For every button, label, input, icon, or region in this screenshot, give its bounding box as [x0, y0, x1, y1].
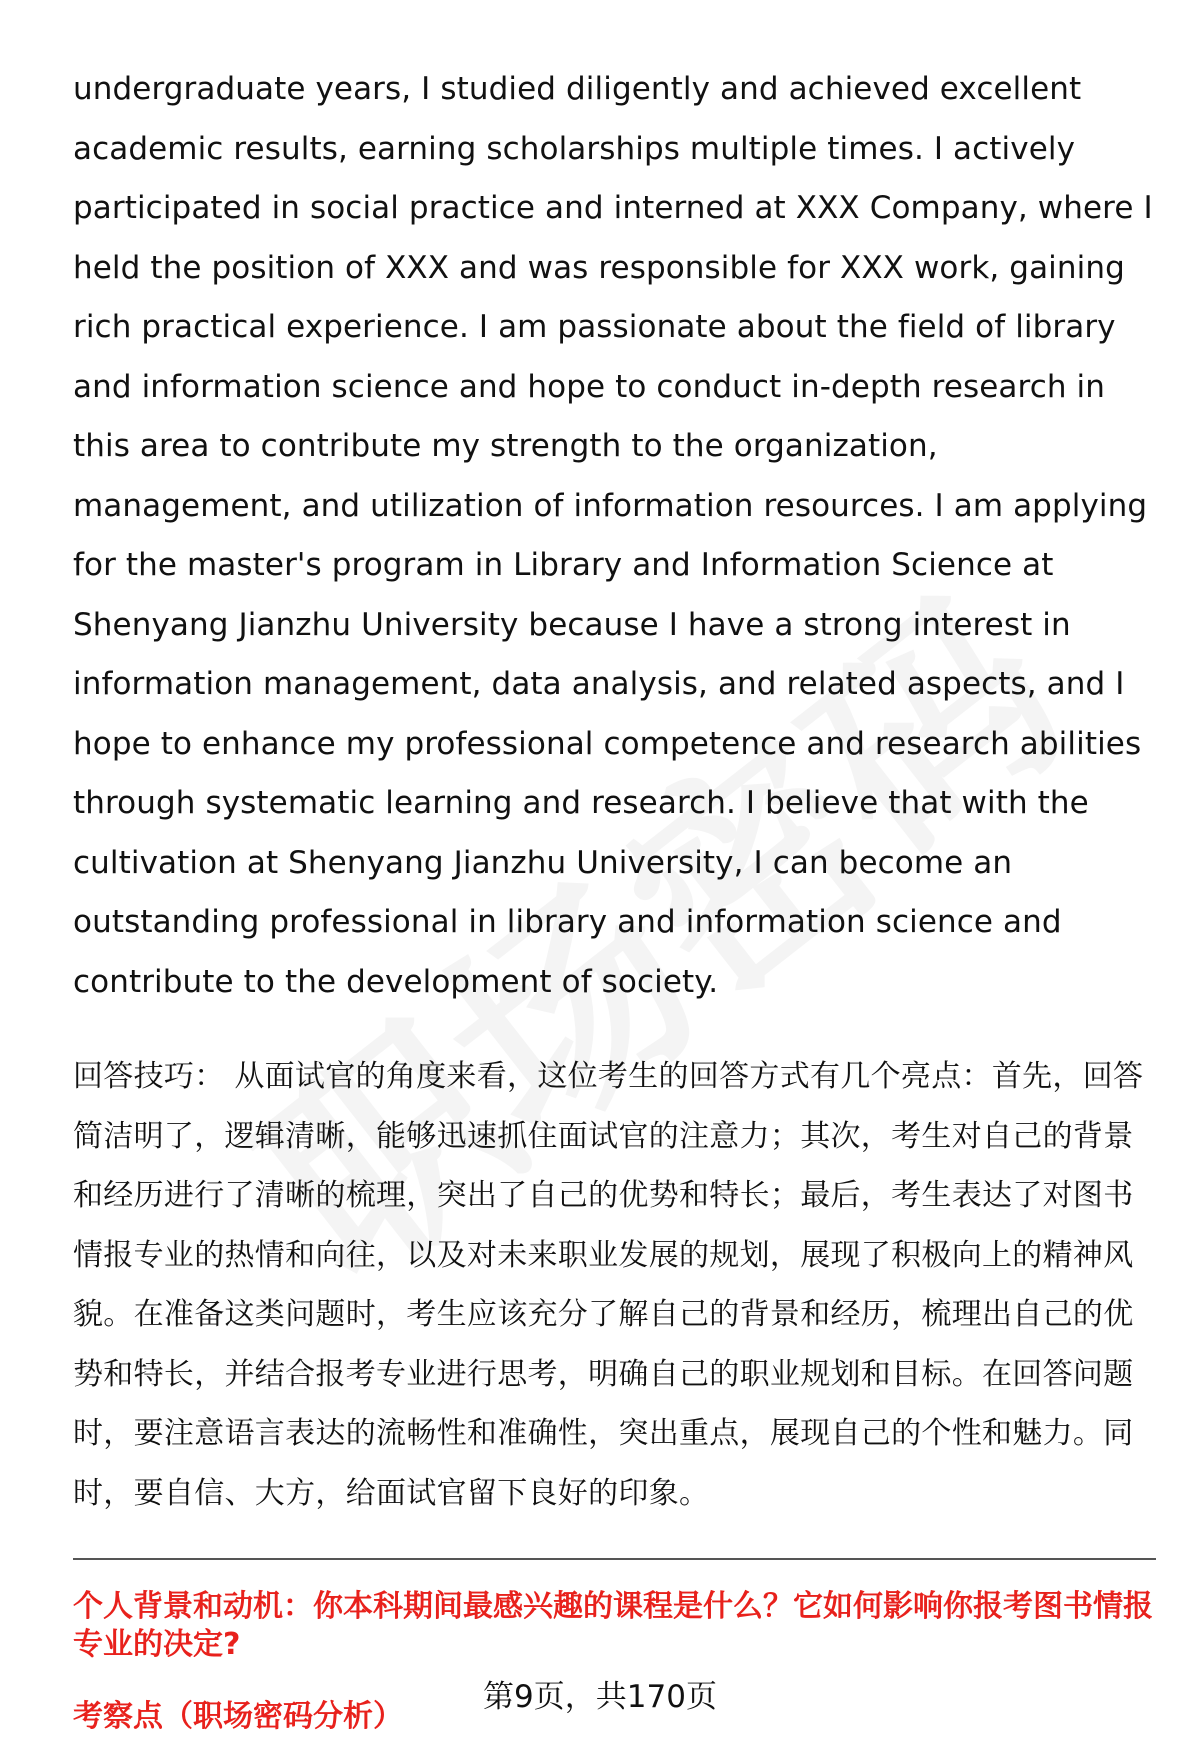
document-page [73, 60, 1156, 1736]
section-divider [73, 1558, 1156, 1560]
answer-tips-paragraph: 回答技巧： 从面试官的角度来看，这位考生的回答方式有几个亮点：首先，回答简洁明了，逻辑清晰，能够迅速抓住面试官的注意力；其次，考生对自己的背景和经历进行了清晰的梳理，突出了自己的优势和特长；最后，考生表达了对图书情报专业的热情和向往，以及对未来职业发展的规划，展现了积极向上的精神风貌。在准备这类问题时，考生应该充分了解自己的背景和经历，梳理出自己的优势和特长，并结合报考专业进行思考，明确自己的职业规划和目标。在回答问题时，要注意语言表达的流畅性和准确性，突出重点，展现自己的个性和魅力。同时，要自信、大方，给面试官留下良好的印象。 [73, 1059, 1144, 1511]
page-indicator: 第9页，共170页 [483, 1679, 717, 1715]
question-heading: 个人背景和动机：你本科期间最感兴趣的课程是什么？它如何影响你报考图书情报专业的决定? [73, 1589, 1153, 1662]
assessment-section-heading: 考察点（职场密码分析） [73, 1699, 403, 1734]
answer-english-paragraph: undergraduate years, I studied diligently and achieved excellent academic results, earning scholarships multiple times. I actively participated in social practice and interned at XXX Company, where I held the position of XXX and was responsible for XXX work, gaining rich practical experience. I am passionate about the field of library and information science and hope to conduct in-depth research in this area to contribute my strength to the organization, management, and utilization of information resources. I am applying for the master's program in Library and Information Science at Shenyang Jianzhu University because I have a strong interest in information management, data analysis, and related aspects, and I hope to enhance my professional competence and research abilities through systematic learning and research. I believe that with the cultivation at Shenyang Jianzhu University, I can become an outstanding professional in library and information science and contribute to the development of society. [73, 71, 1153, 1000]
